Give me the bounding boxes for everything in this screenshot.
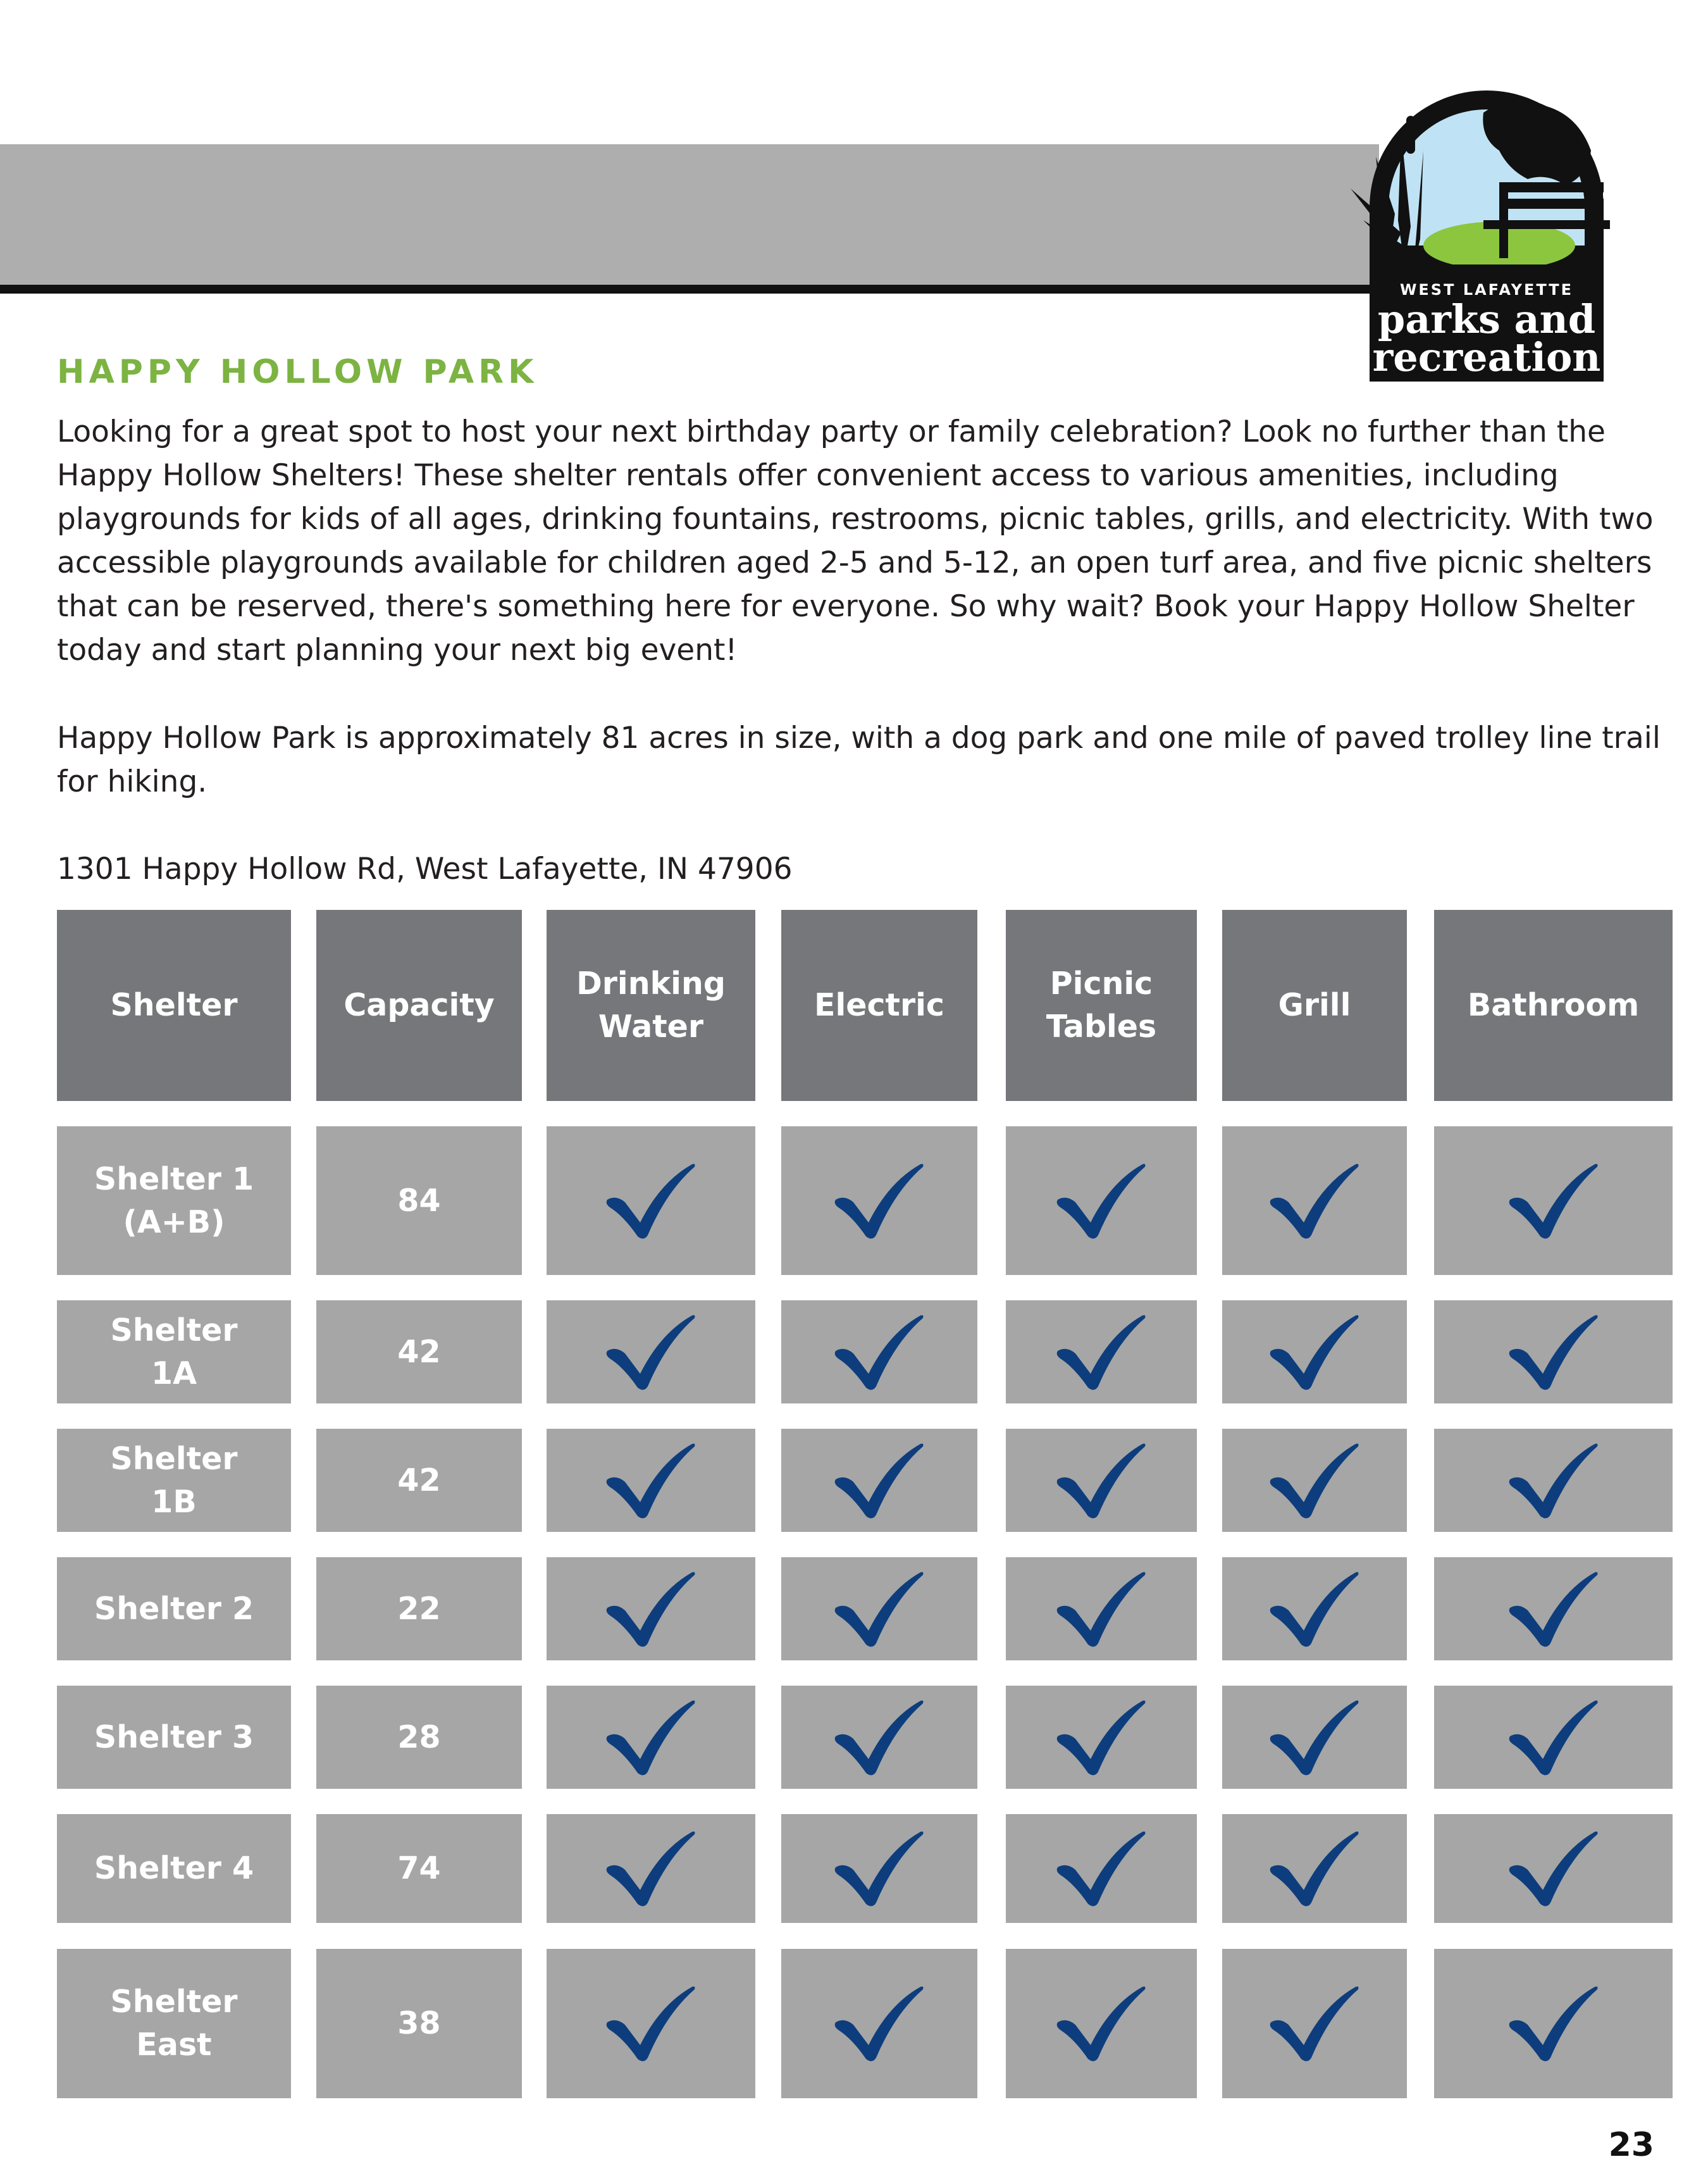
grill-cell bbox=[1222, 1814, 1407, 1923]
shelter-name-cell bbox=[57, 1686, 291, 1789]
checkmark-icon bbox=[1054, 1983, 1149, 2064]
bathroom-cell bbox=[1434, 1814, 1673, 1923]
park-description: Looking for a great spot to host your next birthday party or family celebration? Look no further than the Happy Hollow Shelters! These shelter rentals offer convenient access to various amenities, including playgrounds for kids of all ages, drinking fountains, restrooms, picnic tables, grills, and electricity. With two accessible playgrounds available for children aged 2-5 and 5-12, an open turf area, and five picnic shelters that can be reserved, there's something here for everyone. So why wait? Book your Happy Hollow Shelter today and start planning your next big event! bbox=[57, 414, 1654, 668]
drinking-water-cell bbox=[547, 1686, 755, 1789]
bathroom-cell bbox=[1434, 1429, 1673, 1532]
shelter-name: Shelter East bbox=[110, 1984, 238, 2063]
header-cell bbox=[1222, 910, 1407, 1101]
checkmark-icon bbox=[603, 1983, 698, 2064]
capacity-cell bbox=[316, 1126, 522, 1275]
logo-line1: WEST LAFAYETTE bbox=[1399, 281, 1574, 299]
electric-cell bbox=[781, 1686, 977, 1789]
checkmark-icon bbox=[603, 1569, 698, 1650]
drinking-water-cell bbox=[547, 1949, 755, 2098]
checkmark-icon bbox=[1267, 1440, 1362, 1521]
checkmark-icon bbox=[1267, 1983, 1362, 2064]
header-label: Grill bbox=[1278, 987, 1351, 1023]
picnic-tables-cell bbox=[1006, 1126, 1197, 1275]
grill-cell bbox=[1222, 1126, 1407, 1275]
checkmark-icon bbox=[1054, 1160, 1149, 1241]
checkmark-icon bbox=[1506, 1697, 1601, 1778]
checkmark-icon bbox=[603, 1312, 698, 1393]
drinking-water-cell bbox=[547, 1126, 755, 1275]
header-label: Shelter bbox=[110, 987, 238, 1023]
shelter-name-cell bbox=[57, 1949, 291, 2098]
electric-cell bbox=[781, 1429, 977, 1532]
checkmark-icon bbox=[1054, 1312, 1149, 1393]
logo-line2: parks and bbox=[1377, 296, 1596, 342]
picnic-tables-cell bbox=[1006, 1557, 1197, 1660]
picnic-tables-cell bbox=[1006, 1949, 1197, 2098]
checkmark-icon bbox=[603, 1160, 698, 1241]
checkmark-icon bbox=[1267, 1160, 1362, 1241]
drinking-water-cell bbox=[547, 1814, 755, 1923]
bathroom-cell bbox=[1434, 1126, 1673, 1275]
shelter-name: Shelter 1B bbox=[110, 1440, 238, 1520]
checkmark-icon bbox=[832, 1569, 927, 1650]
capacity-value: 22 bbox=[397, 1590, 441, 1627]
capacity-cell bbox=[316, 1429, 522, 1532]
shelter-name-cell bbox=[57, 1557, 291, 1660]
checkmark-icon bbox=[1054, 1828, 1149, 1909]
bathroom-cell bbox=[1434, 1557, 1673, 1660]
checkmark-icon bbox=[1267, 1828, 1362, 1909]
header-cell bbox=[547, 910, 755, 1101]
bathroom-cell bbox=[1434, 1686, 1673, 1789]
grill-cell bbox=[1222, 1686, 1407, 1789]
checkmark-icon bbox=[603, 1697, 698, 1778]
drinking-water-cell bbox=[547, 1557, 755, 1660]
shelter-name: Shelter 2 bbox=[94, 1590, 254, 1627]
capacity-cell bbox=[316, 1300, 522, 1403]
electric-cell bbox=[781, 1126, 977, 1275]
capacity-value: 28 bbox=[397, 1719, 441, 1755]
shelter-name-cell bbox=[57, 1126, 291, 1275]
header-cell bbox=[1434, 910, 1673, 1101]
checkmark-icon bbox=[1506, 1569, 1601, 1650]
park-title: HAPPY HOLLOW PARK bbox=[57, 353, 538, 391]
header-label: Drinking Water bbox=[576, 966, 726, 1045]
shelter-name-cell bbox=[57, 1814, 291, 1923]
grill-cell bbox=[1222, 1949, 1407, 2098]
bathroom-cell bbox=[1434, 1300, 1673, 1403]
bathroom-cell bbox=[1434, 1949, 1673, 2098]
header-banner bbox=[0, 144, 1379, 285]
capacity-value: 84 bbox=[397, 1182, 441, 1219]
shelter-name: Shelter 1A bbox=[110, 1312, 238, 1391]
grill-cell bbox=[1222, 1429, 1407, 1532]
checkmark-icon bbox=[1054, 1440, 1149, 1521]
grill-cell bbox=[1222, 1300, 1407, 1403]
park-size-description: Happy Hollow Park is approximately 81 acres in size, with a dog park and one mile of paved trolley line trail for hiking. bbox=[57, 721, 1661, 799]
header-cell bbox=[781, 910, 977, 1101]
electric-cell bbox=[781, 1814, 977, 1923]
checkmark-icon bbox=[1506, 1983, 1601, 2064]
checkmark-icon bbox=[832, 1828, 927, 1909]
electric-cell bbox=[781, 1557, 977, 1660]
parks-logo bbox=[1338, 56, 1635, 385]
checkmark-icon bbox=[1267, 1312, 1362, 1393]
shelter-name: Shelter 4 bbox=[94, 1850, 254, 1886]
checkmark-icon bbox=[1054, 1697, 1149, 1778]
picnic-tables-cell bbox=[1006, 1429, 1197, 1532]
shelter-name: Shelter 3 bbox=[94, 1719, 254, 1755]
header-cell bbox=[1006, 910, 1197, 1101]
picnic-tables-cell bbox=[1006, 1814, 1197, 1923]
header-cell bbox=[57, 910, 291, 1101]
drinking-water-cell bbox=[547, 1300, 755, 1403]
grill-cell bbox=[1222, 1557, 1407, 1660]
checkmark-icon bbox=[1054, 1569, 1149, 1650]
logo-line3: recreation bbox=[1372, 334, 1601, 380]
capacity-value: 38 bbox=[397, 2005, 441, 2041]
header-rule bbox=[0, 285, 1379, 294]
checkmark-icon bbox=[1506, 1160, 1601, 1241]
capacity-cell bbox=[316, 1814, 522, 1923]
checkmark-icon bbox=[603, 1828, 698, 1909]
capacity-cell bbox=[316, 1557, 522, 1660]
header-label: Picnic Tables bbox=[1046, 966, 1157, 1045]
capacity-cell bbox=[316, 1686, 522, 1789]
checkmark-icon bbox=[1267, 1569, 1362, 1650]
checkmark-icon bbox=[603, 1440, 698, 1521]
header-label: Capacity bbox=[343, 987, 495, 1023]
page-number: 23 bbox=[1608, 2126, 1654, 2164]
checkmark-icon bbox=[1267, 1697, 1362, 1778]
shelter-name-cell bbox=[57, 1300, 291, 1403]
capacity-value: 42 bbox=[397, 1462, 441, 1498]
capacity-value: 74 bbox=[397, 1850, 441, 1886]
drinking-water-cell bbox=[547, 1429, 755, 1532]
checkmark-icon bbox=[832, 1312, 927, 1393]
picnic-tables-cell bbox=[1006, 1686, 1197, 1789]
header-cell bbox=[316, 910, 522, 1101]
header-label: Bathroom bbox=[1467, 987, 1640, 1023]
checkmark-icon bbox=[832, 1697, 927, 1778]
checkmark-icon bbox=[1506, 1440, 1601, 1521]
capacity-value: 42 bbox=[397, 1333, 441, 1370]
header-label: Electric bbox=[814, 987, 944, 1023]
checkmark-icon bbox=[1506, 1828, 1601, 1909]
park-address: 1301 Happy Hollow Rd, West Lafayette, IN 47906 bbox=[57, 852, 793, 886]
checkmark-icon bbox=[832, 1160, 927, 1241]
electric-cell bbox=[781, 1949, 977, 2098]
checkmark-icon bbox=[832, 1983, 927, 2064]
checkmark-icon bbox=[832, 1440, 927, 1521]
capacity-cell bbox=[316, 1949, 522, 2098]
shelter-name: Shelter 1 (A+B) bbox=[94, 1160, 254, 1240]
picnic-tables-cell bbox=[1006, 1300, 1197, 1403]
checkmark-icon bbox=[1506, 1312, 1601, 1393]
electric-cell bbox=[781, 1300, 977, 1403]
shelter-name-cell bbox=[57, 1429, 291, 1532]
